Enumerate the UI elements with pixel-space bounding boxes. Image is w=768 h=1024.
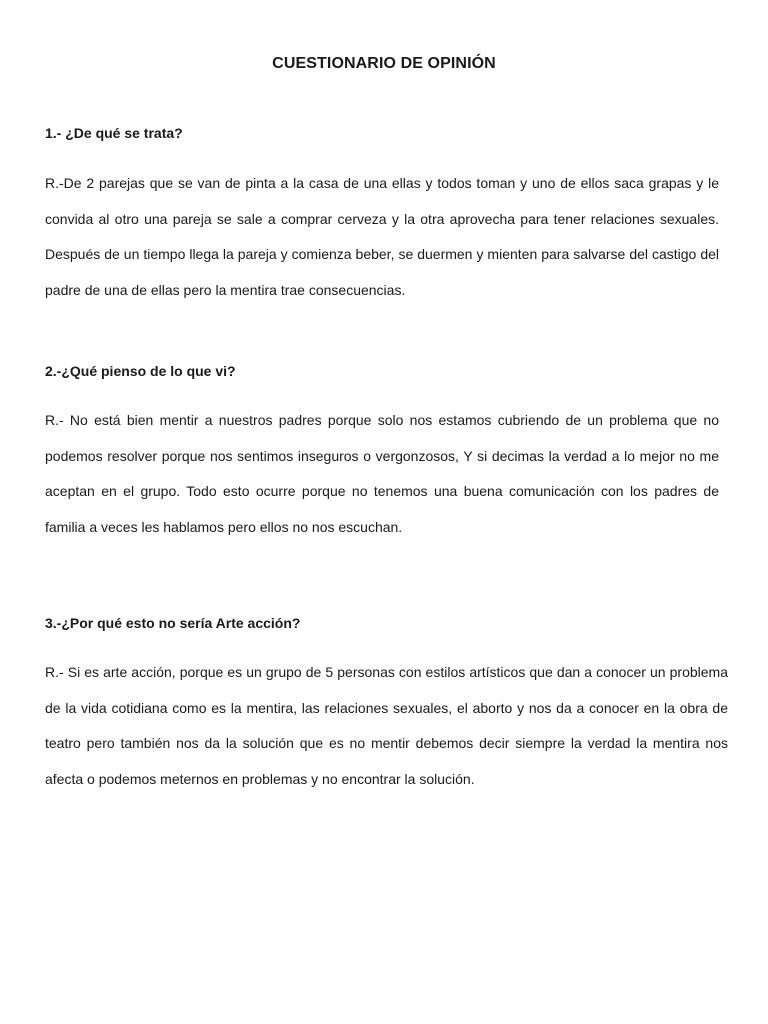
answer-2: R.- No está bien mentir a nuestros padres porque solo nos estamos cubriendo de un problema que no podemos resolver porque nos sentimos inseguros o vergonzosos, Y si decimas la verdad a lo mejor no me aceptan en el grupo. Todo esto ocurre porque no tenemos una buena comunicación con los padres de familia a veces les hablamos pero ellos no nos escuchan.: [45, 412, 719, 535]
document-title: CUESTIONARIO DE OPINIÓN: [272, 55, 496, 72]
answer-1: R.-De 2 parejas que se van de pinta a la casa de una ellas y todos toman y uno de ellos saca grapas y le convida al otro una pareja se sale a comprar cerveza y la otra aprovecha para tener relaciones sexuales. Después de un tiempo llega la pareja y comienza beber, se duermen y mienten para salvarse del castigo del padre de una de ellas pero la mentira trae consecuencias.: [45, 175, 719, 298]
question-3: 3.-¿Por qué esto no sería Arte acción?: [45, 615, 301, 631]
answer-3: R.- Si es arte acción, porque es un grupo de 5 personas con estilos artísticos que dan a conocer un problema de la vida cotidiana como es la mentira, las relaciones sexuales, el aborto y nos da a conocer en la obra de teatro pero también nos da la solución que es no mentir debemos decir siempre la verdad la mentira nos afecta o podemos meternos en problemas y no encontrar la solución.: [45, 664, 728, 787]
question-2: 2.-¿Qué pienso de lo que vi?: [45, 363, 236, 379]
question-1: 1.- ¿De qué se trata?: [45, 125, 183, 141]
